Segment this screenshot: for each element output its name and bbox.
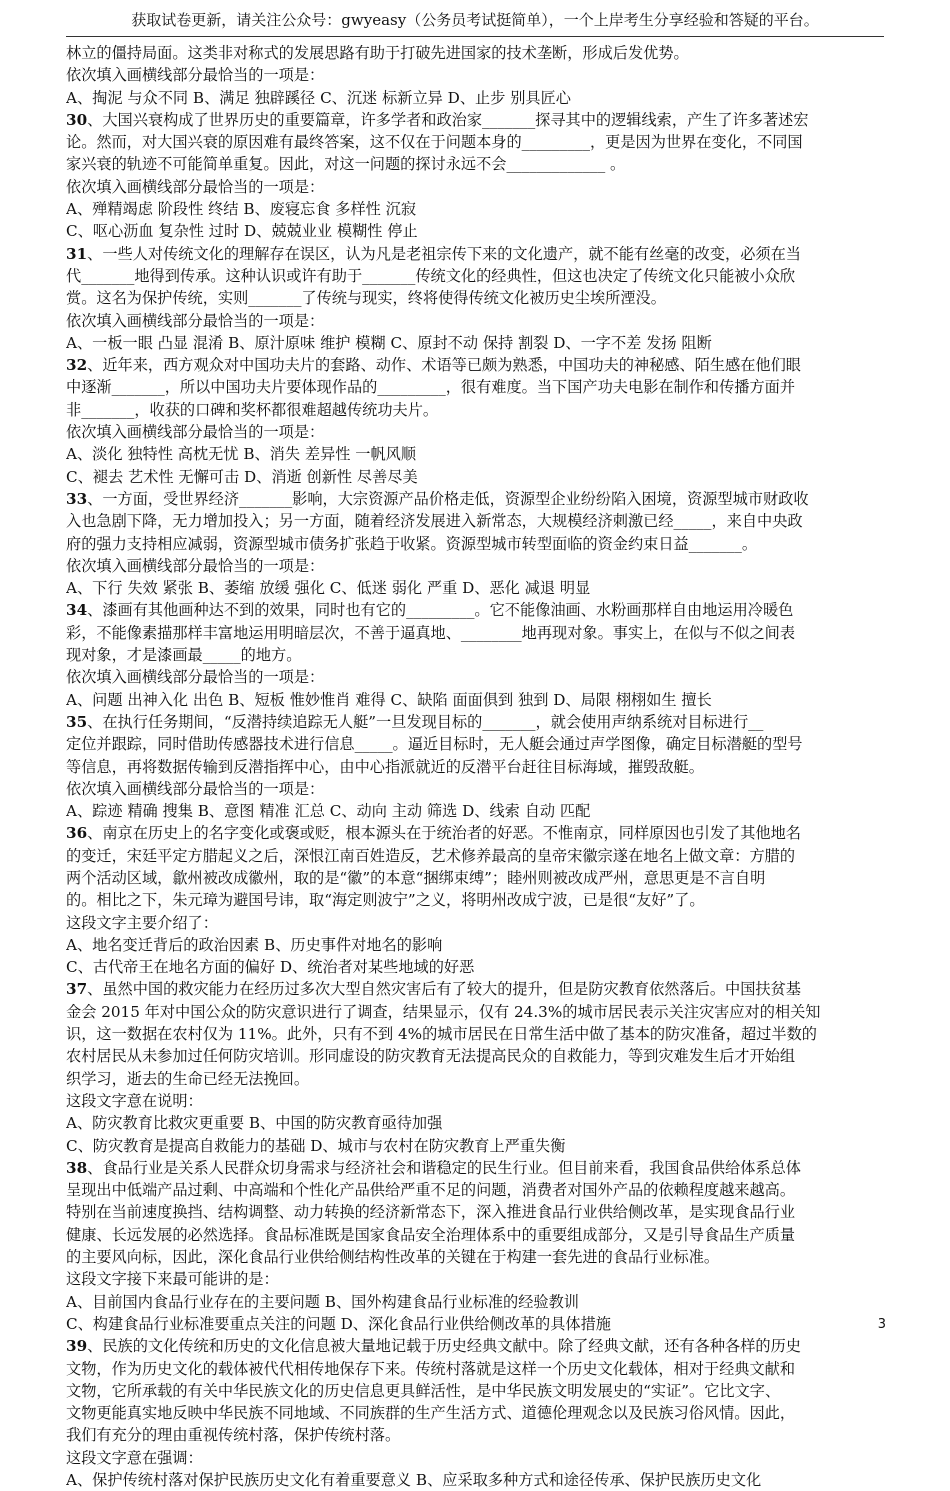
line-text: 依次填入画横线部分最恰当的一项是： [66,668,325,687]
text-line [66,64,886,86]
line-text: C、褪去 艺术性 无懈可击 D、消逝 创新性 尽善尽美 [66,467,418,486]
question-number: 32 [66,356,88,375]
text-line [66,1268,886,1290]
text-line [66,912,886,934]
line-text: 、漆画有其他画种达不到的效果，同时也有它的_________。它不能像油画、水粉画那样自由地运用冷暖色 [87,601,794,620]
line-text: 、虽然中国的救灾能力在经历过多次大型自然灾害后有了较大的提升，但是防灾教育依然落后。中国扶贫基 [87,980,801,999]
line-text: 家兴衰的轨迹不可能简单重复。因此，对这一问题的探讨永远不会_____________ 。 [66,155,626,174]
text-line [66,1023,886,1045]
question-number: 31 [66,244,88,263]
question-start-line [66,978,886,1000]
line-text: 的变迁，宋廷平定方腊起义之后，深恨江南百姓造反，艺术修养最高的皇帝宋徽宗遂在地名上做文章：方腊的 [66,846,795,865]
line-text: A、问题 出神入化 出色 B、短板 惟妙惟肖 难得 C、缺陷 面面俱到 独到 D、局限 栩栩如生 擅长 [66,690,712,709]
line-text: C、呕心沥血 复杂性 过时 D、兢兢业业 模糊性 停止 [66,222,418,241]
line-text: C、构建食品行业标准要重点关注的问题 D、深化食品行业供给侧改革的具体措施 [66,1314,611,1333]
line-text: A、目前国内食品行业存在的主要问题 B、国外构建食品行业标准的经验教训 [66,1292,579,1311]
line-text: 这段文字接下来最可能讲的是： [66,1270,279,1289]
line-text: 府的强力支持相应减弱，资源型城市债务扩张趋于收紧。资源型城市转型面临的资金约束日益_______。 [66,534,758,553]
line-text: 、一些人对传统文化的理解存在误区，认为凡是老祖宗传下来的文化遗产，就不能有丝毫的改变，必须在当 [87,244,801,263]
line-text: 现对象，才是漆画最_____的地方。 [66,646,302,665]
text-line [66,220,886,242]
text-line [66,666,886,688]
line-text: 中逐渐_______，所以中国功夫片要体现作品的_________，很有难度。当下国产功夫电影在制作和传播方面并 [66,378,795,397]
line-text: 依次填入画横线部分最恰当的一项是： [66,66,325,85]
line-text: 呈现出中低端产品过剩、中高端和个性化产品供给严重不足的问题，消费者对国外产品的依赖程度越来越高。 [66,1181,795,1200]
line-text: 识，这一数据在农村仅为 11%。此外，只有不到 4%的城市居民在日常生活中做了基本的防灾准备，超过半数的 [66,1025,817,1044]
line-text: 、一方面，受世界经济_______影响，大宗资源产品价格走低，资源型企业纷纷陷入困境，资源型城市财政收 [87,489,809,508]
document-body [66,42,886,1491]
line-text: A、淡化 独特性 高枕无忧 B、消失 差异性 一帆风顺 [66,445,417,464]
question-start-line [66,243,886,265]
text-line [66,1380,886,1402]
text-line [66,176,886,198]
text-line [66,1179,886,1201]
text-line [66,399,886,421]
page-number: 3 [877,1317,886,1332]
question-number: 33 [66,489,88,508]
text-line [66,889,886,911]
text-line [66,756,886,778]
line-text: 特别在当前速度换挡、结构调整、动力转换的经济新常态下，深入推进食品行业供给侧改革，是实现食品行业 [66,1203,795,1222]
text-line [66,1090,886,1112]
text-line [66,1246,886,1268]
question-start-line [66,711,886,733]
line-text: 入也急剧下降，无力增加投入；另一方面，随着经济发展进入新常态，大规模经济刺激已经_____，来自中央政 [66,512,803,531]
line-text: 、大国兴衰构成了世界历史的重要篇章，许多学者和政治家_______探寻其中的逻辑线索，产生了许多著述宏 [87,110,809,129]
text-line [66,1424,886,1446]
text-line [66,577,886,599]
line-text: 依次填入画横线部分最恰当的一项是： [66,177,325,196]
text-line [66,533,886,555]
line-text: 彩，不能像素描那样丰富地运用明暗层次，不善于逼真地、________地再现对象。事实上，在似与不似之间表 [66,623,795,642]
line-text: A、防灾教育比救灾更重要 B、中国的防灾教育亟待加强 [66,1114,443,1133]
line-text: 健康、长远发展的必然选择。食品标准既是国家食品安全治理体系中的重要组成部分，又是引导食品生产质量 [66,1225,795,1244]
line-text: 赏。这名为保护传统，实则_______了传统与现实，终将使得传统文化被历史尘埃所湮没。 [66,289,666,308]
question-start-line [66,109,886,131]
text-line [66,1469,886,1491]
line-text: C、古代帝王在地名方面的偏好 D、统治者对某些地域的好恶 [66,958,475,977]
question-start-line [66,599,886,621]
line-text: 这段文字主要介绍了： [66,913,218,932]
text-line [66,1402,886,1424]
question-number: 36 [66,824,88,843]
text-line [66,1224,886,1246]
line-text: 、近年来，西方观众对中国功夫片的套路、动作、术语等已颇为熟悉，中国功夫的神秘感、陌生感在他们眼 [87,356,801,375]
line-text: 这段文字意在说明： [66,1091,203,1110]
line-text: A、地名变迁背后的政治因素 B、历史事件对地名的影响 [66,935,443,954]
line-text: 文物，作为历史文化的载体被代代相传地保存下来。传统村落就是这样一个历史文化载体，相对于经典文献和 [66,1359,795,1378]
line-text: 、在执行任务期间，“反潜持续追踪无人艇”一旦发现目标的_______，就会使用声纳系统对目标进行__ [87,712,764,731]
text-line [66,466,886,488]
question-number: 30 [66,110,88,129]
line-text: 依次填入画横线部分最恰当的一项是： [66,779,325,798]
line-text: A、掏泥 与众不同 B、满足 独辟蹊径 C、沉迷 标新立异 D、止步 别具匠心 [66,88,571,107]
question-number: 34 [66,601,88,620]
question-number: 35 [66,712,88,731]
text-line [66,1313,886,1335]
line-text: A、殚精竭虑 阶段性 终结 B、废寝忘食 多样性 沉寂 [66,200,417,219]
text-line [66,510,886,532]
line-text: 文物，它所承载的有关中华民族文化的历史信息更具鲜活性，是中华民族文明发展史的“实证”。它比文字、 [66,1381,781,1400]
line-text: 代_______地得到传承。这种认识或许有助于_______传统文化的经典性，但这也决定了传统文化只能被小众欣 [66,266,795,285]
text-line [66,778,886,800]
text-line [66,42,886,64]
line-text: 林立的僵持局面。这类非对称式的发展思路有助于打破先进国家的技术垄断，形成后发优势。 [66,44,689,62]
line-text: A、踪迹 精确 搜集 B、意图 精准 汇总 C、动向 主动 筛选 D、线索 自动 匹配 [66,802,591,821]
text-line [66,733,886,755]
text-line [66,689,886,711]
line-text: 文物更能真实地反映中华民族不同地域、不同族群的生产生活方式、道德伦理观念以及民族习俗风情。因此， [66,1404,795,1423]
text-line [66,622,886,644]
line-text: 、南京在历史上的名字变化或褒或贬，根本源头在于统治者的好恶。不惟南京，同样原因也引发了其他地名 [87,824,801,843]
question-start-line [66,488,886,510]
text-line [66,1068,886,1090]
text-line [66,310,886,332]
text-line [66,867,886,889]
line-text: 等信息，再将数据传输到反潜指挥中心，由中心指派就近的反潜平台赶往目标海域，摧毁敌艇。 [66,757,704,776]
line-text: 这段文字意在强调： [66,1448,203,1467]
line-text: 论。然而，对大国兴衰的原因难有最终答案，这不仅在于问题本身的_________，更是因为世界在变化，不同国 [66,133,803,152]
line-text: 的。相比之下，朱元璋为避国号讳，取“海定则波宁”之义，将明州改成宁波，已是很“友好”了。 [66,891,705,910]
header-divider [66,36,884,37]
text-line [66,153,886,175]
text-line [66,1001,886,1023]
text-line [66,421,886,443]
text-line [66,555,886,577]
line-text: A、保护传统村落对保护民族历史文化有着重要意义 B、应采取多种方式和途径传承、保护民族历史文化 [66,1471,762,1489]
text-line [66,332,886,354]
line-text: 我们有充分的理由重视传统村落，保护传统村落。 [66,1426,401,1445]
text-line [66,1112,886,1134]
line-text: 依次填入画横线部分最恰当的一项是： [66,311,325,330]
text-line [66,1358,886,1380]
line-text: 依次填入画横线部分最恰当的一项是： [66,423,325,442]
line-text: 依次填入画横线部分最恰当的一项是： [66,556,325,575]
line-text: 两个活动区域，歙州被改成徽州，取的是“徽”的本意“捆绑束缚”；睦州则被改成严州，意思更是不言自明 [66,868,766,887]
line-text: 非_______，收获的口碑和奖杯都很难超越传统功夫片。 [66,400,439,419]
text-line [66,376,886,398]
question-number: 38 [66,1158,88,1177]
text-line [66,644,886,666]
line-text: 农村居民从未参加过任何防灾培训。形同虚设的防灾教育无法提高民众的自救能力，等到灾难发生后才开始组 [66,1047,795,1066]
line-text: 、食品行业是关系人民群众切身需求与经济社会和谐稳定的民生行业。但目前来看，我国食品供给体系总体 [87,1158,801,1177]
text-line [66,198,886,220]
line-text: 的主要风向标，因此，深化食品行业供给侧结构性改革的关键在于构建一套先进的食品行业标准。 [66,1248,720,1267]
line-text: 金会 2015 年对中国公众的防灾意识进行了调查，结果显示，仅有 24.3%的城市居民表示关注灾害应对的相关知 [66,1002,821,1021]
question-start-line [66,822,886,844]
text-line [66,1201,886,1223]
question-start-line [66,1157,886,1179]
text-line [66,1447,886,1469]
text-line [66,87,886,109]
line-text: 、民族的文化传统和历史的文化信息被大量地记载于历史经典文献中。除了经典文献，还有各种各样的历史 [87,1337,801,1356]
line-text: C、防灾教育是提高自救能力的基础 D、城市与农村在防灾教育上严重失衡 [66,1136,566,1155]
line-text: A、下行 失效 紧张 B、萎缩 放缓 强化 C、低迷 弱化 严重 D、恶化 减退 明显 [66,579,591,598]
text-line [66,1291,886,1313]
page-header: 获取试卷更新，请关注公众号：gwyeasy（公务员考试挺简单），一个上岸考生分享经验和答疑的平台。 [131,11,819,29]
text-line [66,934,886,956]
question-start-line [66,354,886,376]
question-number: 37 [66,980,88,999]
text-line [66,1135,886,1157]
line-text: 织学习，逝去的生命已经无法挽回。 [66,1069,309,1088]
text-line [66,443,886,465]
text-line [66,800,886,822]
line-text: 定位并跟踪，同时借助传感器技术进行信息_____。逼近目标时，无人艇会通过声学图像，确定目标潜艇的型号 [66,735,803,754]
text-line [66,287,886,309]
text-line [66,131,886,153]
text-line [66,956,886,978]
text-line [66,1045,886,1067]
text-line [66,265,886,287]
line-text: A、一板一眼 凸显 混淆 B、原汁原味 维护 模糊 C、原封不动 保持 割裂 D、一字不差 发扬 阻断 [66,333,712,352]
question-start-line [66,1335,886,1357]
question-number: 39 [66,1337,88,1356]
text-line [66,845,886,867]
